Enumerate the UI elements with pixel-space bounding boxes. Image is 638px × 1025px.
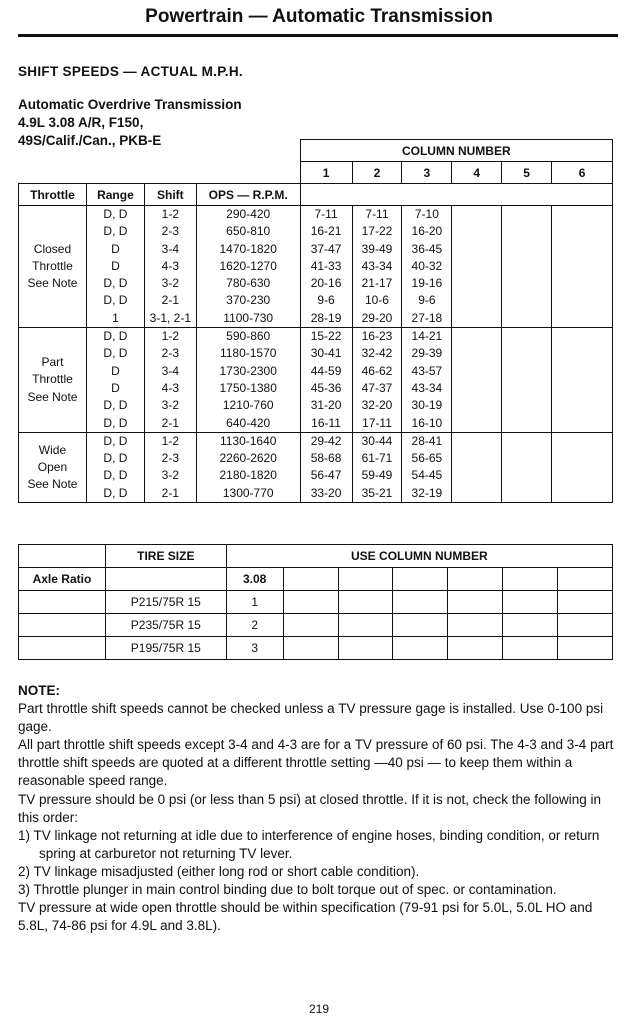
col3-value: 28-41	[411, 433, 443, 448]
shift-cell	[144, 432, 196, 502]
throttle-header: Throttle	[19, 184, 87, 206]
page-title: Powertrain — Automatic Transmission	[145, 6, 493, 27]
range-value: D	[111, 363, 120, 378]
column-number-cell: 3	[226, 637, 283, 660]
ops-value: 1300-770	[222, 485, 274, 500]
shift-value: 2-3	[161, 224, 179, 239]
col2-value: 46-62	[361, 363, 393, 378]
shift-value: 2-3	[161, 346, 179, 361]
note-paragraph-1: Part throttle shift speeds cannot be checked unless a TV pressure gage is installed. Use 0-100 psi gage.	[18, 701, 604, 735]
use-column-header: USE COLUMN NUMBER	[226, 545, 612, 568]
col1-value: 44-59	[310, 363, 342, 378]
note-item-1: 1) TV linkage not returning at idle due to interference of engine hoses, binding condition, or return spring at carburetor not returning TV lever.	[18, 827, 600, 861]
tire-size-cell: P215/75R 15	[105, 591, 226, 614]
ops-value: 650-810	[226, 224, 271, 239]
empty-column-cell	[452, 206, 502, 328]
subtitle-line-3: 49S/Calif./Can., PKB-E	[18, 133, 162, 148]
col2-value: 17-11	[362, 415, 392, 430]
col2-value: 16-23	[361, 329, 393, 344]
col3-value: 43-57	[411, 363, 443, 378]
col1-value: 29-42	[310, 433, 342, 448]
range-value: D, D	[103, 433, 128, 448]
empty-column-cell	[502, 328, 552, 433]
shift-group-row	[19, 432, 613, 502]
column-number-cell: 1	[226, 591, 283, 614]
range-value: D, D	[103, 293, 128, 308]
empty-column-cell	[552, 328, 613, 433]
ops-value: 640-420	[226, 415, 271, 430]
shift-value: 3-4	[161, 363, 179, 378]
col3-value: 54-45	[411, 468, 443, 483]
ops-cell	[196, 206, 300, 328]
range-header: Range	[86, 184, 144, 206]
col3-cell	[402, 432, 452, 502]
ops-value: 2180-1820	[219, 468, 277, 483]
ops-value: 1750-1380	[219, 380, 277, 395]
col3-value: 56-65	[411, 451, 443, 466]
col3-value: 30-19	[411, 398, 443, 413]
shift-value: 3-2	[161, 276, 179, 291]
range-value: D	[111, 258, 120, 273]
range-value: D, D	[103, 468, 128, 483]
tire-size-cell: P235/75R 15	[105, 614, 226, 637]
col3-cell	[402, 206, 452, 328]
column-6-header: 6	[552, 162, 613, 184]
throttle-cell: Closed Throttle See Note	[19, 206, 87, 328]
range-value: D, D	[103, 485, 128, 500]
ops-value: 1210-760	[222, 398, 274, 413]
range-value: 1	[112, 310, 119, 325]
shift-header: Shift	[144, 184, 196, 206]
throttle-cell: Wide Open See Note	[19, 432, 87, 502]
col2-value: 39-49	[361, 241, 393, 256]
column-1-header: 1	[300, 162, 352, 184]
ops-value: 2260-2620	[219, 451, 277, 466]
col2-cell	[352, 328, 402, 433]
tire-row	[19, 614, 613, 637]
shift-cell	[144, 206, 196, 328]
tire-size-cell: P195/75R 15	[105, 637, 226, 660]
col3-cell	[402, 328, 452, 433]
shift-value: 3-2	[161, 468, 179, 483]
ops-value: 290-420	[226, 207, 271, 221]
col2-value: 35-21	[361, 485, 393, 500]
ops-cell	[196, 328, 300, 433]
note-item-2: 2) TV linkage misadjusted (either long rod or short cable condition).	[18, 863, 420, 879]
col3-value: 7-10	[414, 207, 439, 221]
ops-value: 1730-2300	[219, 363, 277, 378]
shift-value: 2-1	[161, 415, 179, 430]
note-final: TV pressure at wide open throttle should be within specification (79-91 psi for 5.0L, 5.0L HO and 5.8L, 74-86 psi for 4.9L and 3.8L).	[18, 900, 593, 934]
ops-value: 780-630	[226, 276, 271, 291]
col3-value: 14-21	[411, 329, 443, 344]
column-number-cell: 2	[226, 614, 283, 637]
page-number: 219	[308, 1002, 330, 1016]
note-paragraph-2: All part throttle shift speeds except 3-4 and 4-3 are for a TV pressure of 60 psi. The 4-3 and 3-4 part throttle shift speeds are quoted at a different throttle setting —40 psi — to keep them within a reasonable speed range.	[18, 737, 614, 789]
col1-value: 7-11	[314, 207, 338, 221]
col1-value: 33-20	[310, 485, 342, 500]
shift-speed-table	[18, 139, 613, 503]
axle-ratio-value: 3.08	[226, 568, 283, 591]
col1-value: 41-33	[310, 258, 342, 273]
range-cell	[86, 206, 144, 328]
column-5-header: 5	[502, 162, 552, 184]
col3-value: 40-32	[411, 258, 443, 273]
shift-group-row	[19, 206, 613, 328]
ops-value: 1130-1640	[219, 433, 277, 448]
col2-value: 32-42	[361, 346, 393, 361]
empty-column-cell	[552, 432, 613, 502]
col1-value: 56-47	[310, 468, 342, 483]
empty-column-cell	[552, 206, 613, 328]
col1-value: 31-20	[310, 398, 342, 413]
col2-cell	[352, 432, 402, 502]
col1-value: 28-19	[310, 310, 342, 325]
empty-column-cell	[452, 432, 502, 502]
col3-value: 27-18	[411, 310, 443, 325]
tire-row	[19, 637, 613, 660]
empty-column-cell	[502, 206, 552, 328]
empty-column-cell	[502, 432, 552, 502]
ops-value: 370-230	[226, 293, 271, 308]
column-3-header: 3	[402, 162, 452, 184]
col2-value: 10-6	[364, 293, 389, 308]
range-value: D, D	[103, 451, 128, 466]
col2-value: 59-49	[361, 468, 393, 483]
col3-value: 32-19	[411, 485, 443, 500]
shift-value: 1-2	[161, 433, 179, 448]
notes-heading: NOTE:	[18, 683, 60, 698]
col3-value: 36-45	[411, 241, 443, 256]
tire-table-body	[19, 545, 613, 660]
range-value: D, D	[103, 398, 128, 413]
range-value: D	[111, 380, 120, 395]
col2-value: 43-34	[361, 258, 393, 273]
col1-value: 45-36	[310, 380, 342, 395]
tire-size-table	[18, 544, 613, 660]
col1-value: 37-47	[310, 241, 342, 256]
col2-value: 61-71	[361, 451, 393, 466]
ops-rpm-header: OPS — R.P.M.	[196, 184, 300, 206]
col3-value: 16-20	[411, 224, 443, 239]
col1-value: 20-16	[310, 276, 342, 291]
col2-value: 30-44	[361, 433, 393, 448]
range-value: D, D	[103, 415, 128, 430]
notes-section	[18, 682, 618, 935]
col2-value: 7-11	[365, 207, 389, 221]
title-rule	[18, 34, 618, 37]
col1-value: 58-68	[310, 451, 342, 466]
col1-value: 30-41	[310, 346, 342, 361]
column-4-header: 4	[452, 162, 502, 184]
ops-value: 1180-1570	[219, 346, 277, 361]
shift-value: 1-2	[161, 207, 179, 221]
shift-value: 2-3	[161, 451, 179, 466]
shift-cell	[144, 328, 196, 433]
axle-ratio-label: Axle Ratio	[19, 568, 106, 591]
col3-value: 9-6	[418, 293, 436, 308]
range-value: D, D	[103, 207, 128, 221]
note-paragraph-3: TV pressure should be 0 psi (or less than 5 psi) at closed throttle. If it is not, check the following in this order:	[18, 791, 602, 825]
col1-value: 9-6	[317, 293, 335, 308]
col1-value: 15-22	[310, 329, 342, 344]
col3-value: 16-10	[411, 415, 443, 430]
range-cell	[86, 432, 144, 502]
shift-value: 2-1	[161, 485, 179, 500]
range-value: D	[111, 241, 120, 256]
col2-cell	[352, 206, 402, 328]
section-title: SHIFT SPEEDS — ACTUAL M.P.H.	[18, 64, 243, 79]
shift-value: 3-4	[161, 241, 179, 256]
range-value: D, D	[103, 276, 128, 291]
ops-value: 1100-730	[223, 310, 274, 325]
shift-group-row	[19, 328, 613, 433]
col2-value: 32-20	[361, 398, 393, 413]
throttle-cell: Part Throttle See Note	[19, 328, 87, 433]
subtitle-line-2: 4.9L 3.08 A/R, F150,	[18, 115, 144, 130]
col2-value: 17-22	[361, 224, 393, 239]
col1-value: 16-11	[311, 415, 341, 430]
shift-table-body	[19, 206, 613, 503]
col1-value: 16-21	[310, 224, 342, 239]
column-number-header: COLUMN NUMBER	[300, 140, 612, 162]
shift-value: 1-2	[161, 329, 179, 344]
range-cell	[86, 328, 144, 433]
shift-value: 4-3	[161, 380, 179, 395]
col2-value: 29-20	[361, 310, 393, 325]
col1-cell	[300, 328, 352, 433]
col2-value: 47-37	[361, 380, 393, 395]
tire-size-header: TIRE SIZE	[105, 545, 226, 568]
range-value: D, D	[103, 224, 128, 239]
col3-value: 19-16	[411, 276, 443, 291]
range-value: D, D	[103, 346, 128, 361]
shift-value: 3-2	[161, 398, 179, 413]
tire-row	[19, 591, 613, 614]
ops-value: 590-860	[226, 329, 271, 344]
ops-value: 1470-1820	[219, 241, 277, 256]
empty-column-cell	[452, 328, 502, 433]
col3-value: 43-34	[411, 380, 443, 395]
ops-value: 1620-1270	[219, 258, 277, 273]
range-value: D, D	[103, 329, 128, 344]
shift-value: 3-1, 2-1	[149, 310, 192, 325]
shift-value: 4-3	[161, 258, 179, 273]
column-2-header: 2	[352, 162, 402, 184]
col2-value: 21-17	[361, 276, 393, 291]
col3-value: 29-39	[411, 346, 443, 361]
subtitle-line-1: Automatic Overdrive Transmission	[18, 97, 242, 112]
col1-cell	[300, 206, 352, 328]
ops-cell	[196, 432, 300, 502]
note-item-3: 3) Throttle plunger in main control binding due to bolt torque out of spec. or contamination.	[18, 882, 557, 898]
col1-cell	[300, 432, 352, 502]
shift-value: 2-1	[161, 293, 179, 308]
